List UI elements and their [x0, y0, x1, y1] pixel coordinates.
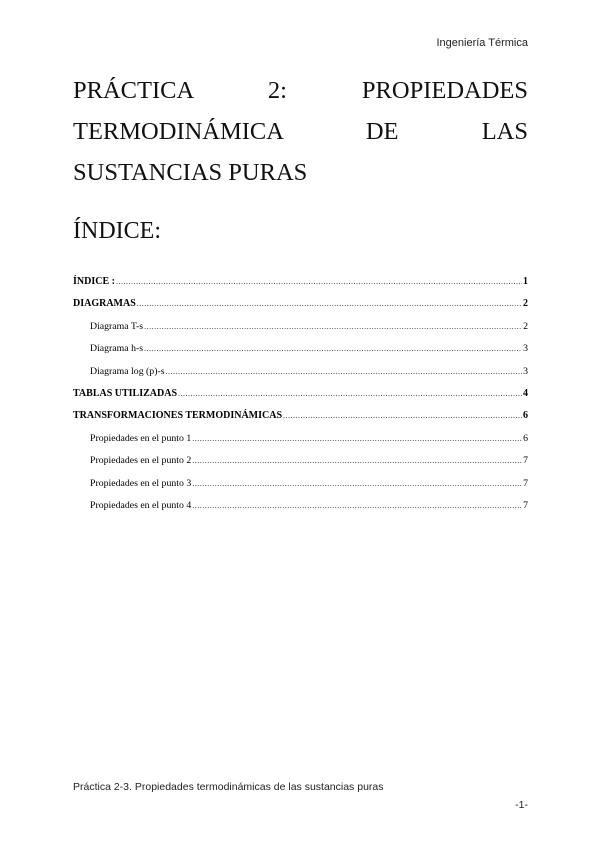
document-title: PRÁCTICA 2: PROPIEDADES TERMODINÁMICA DE LAS SUSTANCIAS PURAS — [73, 77, 528, 186]
toc-entry-diagrama-logps[interactable] — [73, 366, 528, 388]
toc-leader-dots — [192, 501, 522, 510]
toc-label: DIAGRAMAS — [73, 298, 136, 310]
toc-entry-punto-2[interactable] — [73, 455, 528, 477]
toc-entry-punto-4[interactable] — [73, 500, 528, 522]
toc-leader-dots — [116, 277, 522, 286]
toc-leader-dots — [144, 322, 522, 331]
toc-page-number: 6 — [523, 410, 528, 422]
toc-leader-dots — [137, 299, 522, 308]
toc-leader-dots — [166, 367, 523, 376]
toc-page-number: 4 — [523, 387, 528, 399]
toc-entry-punto-1[interactable] — [73, 433, 528, 455]
toc-entry-diagrama-ts[interactable] — [73, 321, 528, 343]
toc-label: ÍNDICE : — [73, 276, 115, 287]
toc-leader-dots — [144, 344, 522, 353]
toc-page-number: 6 — [523, 432, 528, 444]
toc-entry-punto-3[interactable] — [73, 478, 528, 500]
index-heading: ÍNDICE: — [73, 218, 161, 244]
toc-page-number: 2 — [523, 298, 528, 310]
toc-page-number: 7 — [523, 499, 528, 511]
toc-leader-dots — [192, 456, 522, 465]
toc-page-number: 2 — [523, 320, 528, 332]
toc-leader-dots — [283, 411, 522, 420]
toc-leader-dots — [192, 434, 522, 443]
toc-label: TABLAS UTILIZADAS — [73, 387, 178, 399]
toc-label: Propiedades en el punto 1 — [90, 432, 192, 444]
toc-entry-indice[interactable] — [73, 276, 528, 298]
toc-label: Diagrama log (p)-s — [90, 365, 165, 377]
running-header: Ingeniería Térmica — [436, 37, 528, 49]
toc-entry-tablas[interactable] — [73, 388, 528, 410]
toc-leader-dots — [192, 479, 522, 488]
toc-page-number: 7 — [523, 477, 528, 489]
footer-text: Práctica 2-3. Propiedades termodinámicas de las sustancias puras — [73, 781, 384, 793]
toc-leader-dots — [178, 389, 522, 398]
toc-label: Diagrama T-s — [90, 320, 144, 332]
toc-page-number: 7 — [523, 455, 528, 467]
toc-label: Propiedades en el punto 3 — [90, 477, 192, 489]
toc-label: Diagrama h-s — [90, 343, 144, 355]
toc-page-number: 1 — [523, 276, 528, 287]
toc-entry-diagramas[interactable] — [73, 298, 528, 320]
toc-page-number: 3 — [523, 365, 528, 377]
toc-entry-diagrama-hs[interactable] — [73, 343, 528, 365]
toc-label: Propiedades en el punto 2 — [90, 455, 192, 467]
page-number: -1- — [515, 799, 528, 811]
table-of-contents — [73, 276, 528, 522]
toc-page-number: 3 — [523, 343, 528, 355]
toc-entry-transformaciones[interactable] — [73, 410, 528, 432]
toc-label: Propiedades en el punto 4 — [90, 499, 192, 511]
toc-label: TRANSFORMACIONES TERMODINÁMICAS — [73, 410, 282, 422]
